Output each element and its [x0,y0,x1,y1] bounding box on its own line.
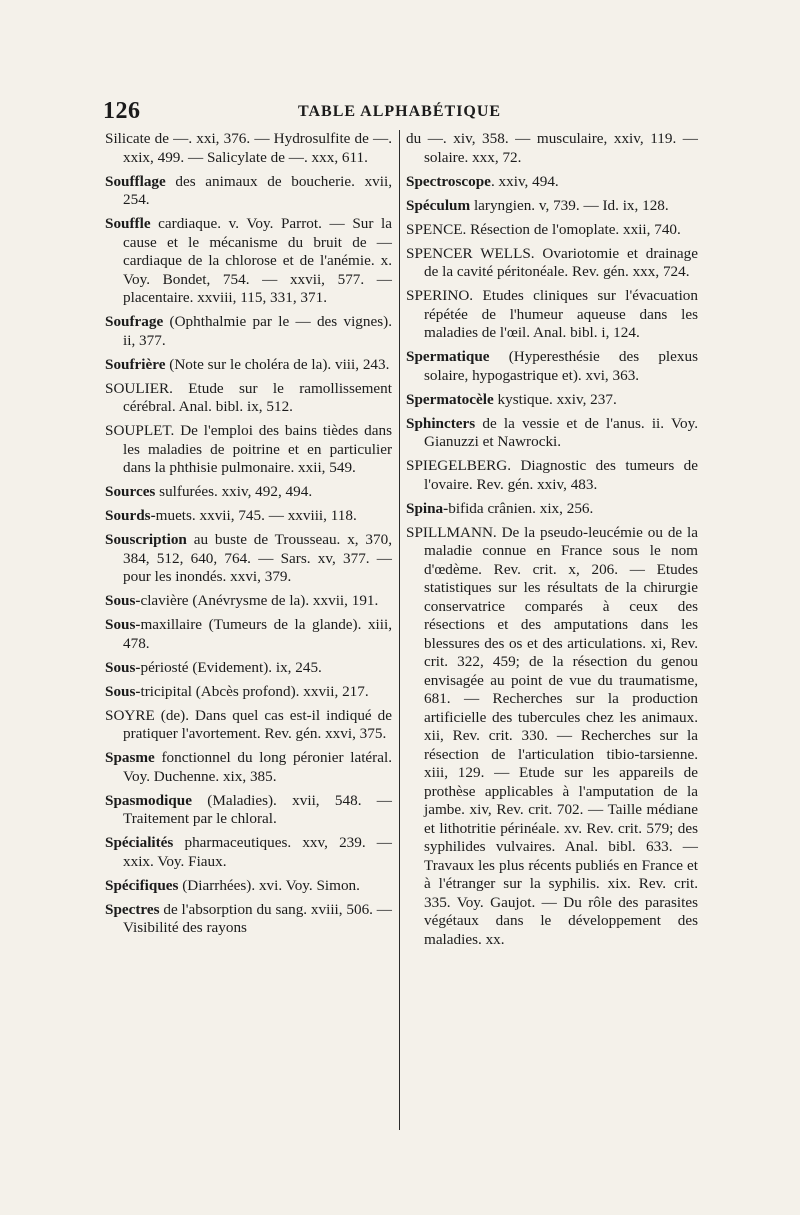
index-entry [105,683,392,702]
index-entry [105,130,392,167]
index-headword: Sous- [105,616,141,633]
index-reference: (Note sur le choléra de la). viii, 243. [165,355,390,373]
index-reference: SOYRE (de). Dans quel cas est-il indiqué de pratiquer l'avortement. Rev. gén. xxvi, 375. [105,706,392,742]
index-entry [105,507,392,526]
index-entry [105,531,392,587]
index-headword: Soufflage [105,172,166,190]
index-headword: Spectroscope [406,172,491,190]
index-reference: périosté (Evidement). ix, 245. [140,658,322,676]
page-number: 126 [103,98,141,124]
index-reference: cardiaque. v. Voy. Parrot. — Sur la cause et le mécanisme du bruit de — cardiaque de la chlorose et de l'anémie. x. Voy. Bondet, 754. — xxvii, 577. — placentaire. xxviii, 115, 331, 371. [123,215,392,306]
index-entry [406,524,698,950]
index-entry [105,659,392,678]
index-headword: Sous- [105,658,141,676]
index-reference: au buste de Trousseau. x, 370, 384, 512, 640, 764. — Sars. xv, 377. — pour les inondés. xxvi, 379. [123,531,392,585]
index-entry [105,173,392,210]
index-reference: SPERINO. Etudes cliniques sur l'évacuation répétée de l'humeur aqueuse dans les maladies de l'œil. Anal. bibl. i, 124. [406,287,698,341]
index-entry [406,221,698,240]
index-entry [105,749,392,786]
right-column [406,130,698,955]
index-reference: (Hyperesthésie des plexus solaire, hypogastrique et). xvi, 363. [424,348,698,384]
index-entry [406,287,698,343]
column-divider [399,130,400,1130]
index-reference: SOUPLET. De l'emploi des bains tièdes dans les maladies de poitrine et en particulier dans la phthisie pulmonaire. xxii, 549. [105,422,392,476]
index-entry [105,792,392,829]
index-entry [406,173,698,192]
index-entry [406,415,698,452]
index-headword: Spécifiques [105,876,179,894]
index-reference: du —. xiv, 358. — musculaire, xxiv, 119. — solaire. xxx, 72. [406,130,698,166]
index-reference: SPIEGELBERG. Diagnostic des tumeurs de l'ovaire. Rev. gén. xxiv, 483. [406,457,698,493]
index-reference: pharmaceutiques. xxv, 239. — xxix. Voy. Fiaux. [123,834,392,870]
index-reference: de l'absorption du sang. xviii, 506. — Visibilité des rayons [123,900,392,936]
index-headword: Spermatique [406,348,490,365]
index-reference: bifida crânien. xix, 256. [448,499,594,517]
index-headword: Spasme [105,749,155,766]
index-headword: Sourds- [105,507,156,524]
index-headword: Sphincters [406,414,476,432]
index-entry [105,592,392,611]
index-reference: fonctionnel du long péronier latéral. Voy. Duchenne. xix, 385. [123,749,392,785]
index-entry [105,616,392,653]
index-reference: . xxiv, 494. [490,172,559,190]
left-column [105,130,392,943]
index-reference: de la vessie et de l'anus. ii. Voy. Gianuzzi et Nawrocki. [424,414,698,450]
running-title: TABLE ALPHABÉTIQUE [298,103,502,120]
index-headword: Souscription [105,531,187,548]
index-entry [105,901,392,938]
index-reference: clavière (Anévrysme de la). xxvii, 191. [140,592,379,609]
index-reference: SPILLMANN. De la pseudo-leucémie ou de la maladie connue en France sous le nom d'œdème. Rev. crit. x, 206. — Etudes statistiques sur les résultats de la chirurgie conservatrice comparés à ceux des résections et des amputations dans les blessures des os et des articulations. xi, Rev. crit. 322, 459; de la résection du genou envisagée au point de vue du traumatisme, 681. — Recherches sur la production artificielle des tubercules chez les animaux. xii, Rev. crit. 330. — Recherches sur la résection de l'articulation tibio-tarsienne. xiii, 129. — Etude sur les appareils de prothèse applicables à l'amputation de la jambe. xiv, Rev. crit. 702. — Taille médiane et lithotritie périnéale. xv. Rev. crit. 579; des syphilides vulvaires. Anal. bibl. 633. — Travaux les plus récents publiés en France et à l'étranger sur la syphilis. xix. Rev. crit. 335. Voy. Gaujot. — Du rôle des parasites végétaux dans le développement des maladies. xx. [406,523,698,948]
index-reference: Silicate de —. xxi, 376. — Hydrosulfite de —. xxix, 499. — Salicylate de —. xxx, 611. [105,130,392,166]
index-headword: Spéculum [406,196,471,214]
index-reference: tricipital (Abcès profond). xxvii, 217. [140,682,369,700]
index-headword: Spasmodique [105,791,192,809]
index-entry [105,356,392,375]
index-reference: (Ophthalmie par le — des vignes). ii, 377. [123,313,392,349]
index-entry [406,348,698,385]
index-reference: (Diarrhées). xvi. Voy. Simon. [178,876,360,894]
index-entry [105,834,392,871]
index-entry [406,130,698,167]
index-entry [406,245,698,282]
index-entry [406,391,698,410]
index-reference: des animaux de boucherie. xvii, 254. [123,172,392,208]
index-reference: SOULIER. Etude sur le ramollissement cérébral. Anal. bibl. ix, 512. [105,379,392,415]
index-entry [105,215,392,308]
index-entry [105,313,392,350]
index-headword: Sources [105,483,156,500]
index-reference: SPENCER WELLS. Ovariotomie et drainage de la cavité péritonéale. Rev. gén. xxx, 724. [406,244,698,280]
index-headword: Spermatocèle [406,390,494,408]
index-headword: Souffle [105,215,151,232]
index-headword: Spina- [406,499,449,517]
index-headword: Sous- [105,682,141,700]
index-headword: Soufrage [105,313,164,330]
index-entry [105,483,392,502]
index-headword: Spectres [105,900,160,918]
index-headword: Sous- [105,592,141,609]
index-reference: sulfurées. xxiv, 492, 494. [155,483,313,500]
index-entry [406,197,698,216]
index-entry [406,457,698,494]
index-reference: laryngien. v, 739. — Id. ix, 128. [470,196,669,214]
index-reference: maxillaire (Tumeurs de la glande). xiii, 478. [123,616,392,652]
index-entry [406,500,698,519]
index-reference: (Maladies). xvii, 548. — Traitement par le chloral. [123,791,392,827]
index-headword: Spécialités [105,834,174,851]
index-headword: Soufrière [105,355,166,373]
index-entry [105,707,392,744]
index-reference: SPENCE. Résection de l'omoplate. xxii, 740. [406,220,681,238]
index-entry [105,380,392,417]
index-entry [105,422,392,478]
index-reference: kystique. xxiv, 237. [493,390,617,408]
index-reference: muets. xxvii, 745. — xxviii, 118. [155,507,357,524]
index-entry [105,877,392,896]
